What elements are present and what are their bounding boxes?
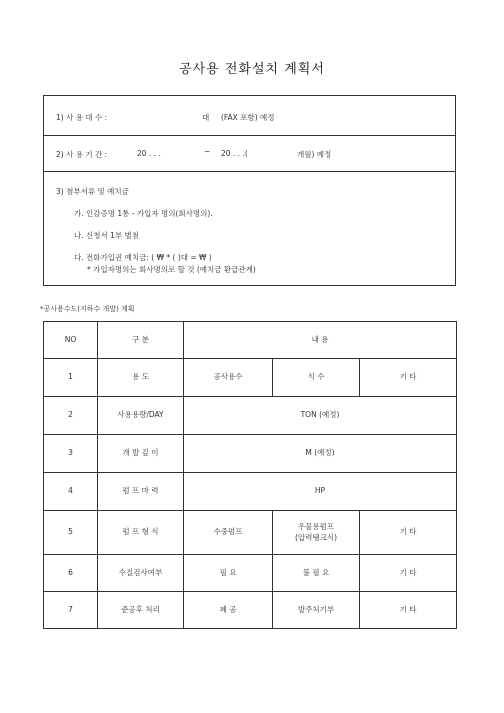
usage-count-note: (FAX 포함) 예정 xyxy=(221,113,275,122)
row-cell-two-line xyxy=(273,511,360,555)
deposit-note: * 가입자명의는 회사명의로 할 것 (예치금 환급관계) xyxy=(87,265,256,274)
usage-period-months: 개월) 예정 xyxy=(297,150,332,159)
usage-period-tilde: ~ xyxy=(204,147,211,156)
row-cell: 불 필 요 xyxy=(273,555,360,592)
row-label: 준공후 처리 xyxy=(98,592,184,629)
row-no: 5 xyxy=(44,511,98,555)
table-row xyxy=(44,359,457,397)
row-cell: 기 타 xyxy=(360,359,457,397)
row-no: 2 xyxy=(44,397,98,435)
row-label: 수질검사여부 xyxy=(98,555,184,592)
attachments-heading: 3) 첨부서류 및 예치금 xyxy=(56,187,129,196)
row-label: 펌 프 형 식 xyxy=(98,511,184,555)
table-row xyxy=(44,473,457,511)
row-label: 용 도 xyxy=(98,359,184,397)
row-cell: 식 수 xyxy=(273,359,360,397)
water-plan-table xyxy=(43,321,457,629)
table-row xyxy=(44,555,457,592)
row-cell: 기 타 xyxy=(360,511,457,555)
pump-type-main: 우물용펌프 xyxy=(297,522,335,532)
deposit-item-da: 다. 전화가입권 예치금: ( ₩ * ( )대 = ₩ ) xyxy=(74,253,212,262)
row-cell: 기 타 xyxy=(360,555,457,592)
row-label: 개 발 깊 이 xyxy=(98,435,184,473)
row-span-cell: M (예정) xyxy=(184,435,457,473)
row-cell: 필 요 xyxy=(184,555,273,592)
header-no: NO xyxy=(44,322,98,359)
usage-period-label: 2) 사 용 기 간 : xyxy=(56,150,108,159)
usage-period-from: 20 . . . xyxy=(137,149,161,158)
table-row xyxy=(44,397,457,435)
header-category: 구 분 xyxy=(98,322,184,359)
header-content: 내 용 xyxy=(184,322,457,359)
usage-count-unit: 대 xyxy=(202,113,210,122)
row-no: 4 xyxy=(44,473,98,511)
row-span-cell: HP xyxy=(184,473,457,511)
table-row xyxy=(44,435,457,473)
row-no: 6 xyxy=(44,555,98,592)
row-label: 펌 프 마 력 xyxy=(98,473,184,511)
divider xyxy=(44,171,455,172)
row-no: 1 xyxy=(44,359,98,397)
attachment-item-na: 나. 신청서 1부 별첨 xyxy=(74,231,140,240)
row-cell: 공사용수 xyxy=(184,359,273,397)
usage-count-label: 1) 사 용 대 수 : xyxy=(56,113,108,122)
row-no: 7 xyxy=(44,592,98,629)
row-label: 사용용량/DAY xyxy=(98,397,184,435)
row-no: 3 xyxy=(44,435,98,473)
divider xyxy=(44,135,455,136)
table-row xyxy=(44,592,457,629)
row-cell: 수중펌프 xyxy=(184,511,273,555)
water-plan-heading: *공사용수도(지하수 개발) 계획 xyxy=(40,305,135,313)
usage-period-to: 20 . . .( xyxy=(221,149,248,158)
row-cell: 발주처기부 xyxy=(273,592,360,629)
table-header-row xyxy=(44,322,457,359)
phone-plan-box xyxy=(43,95,456,286)
document-title: 공사용 전화설치 계획서 xyxy=(179,62,325,77)
row-cell: 기 타 xyxy=(360,592,457,629)
table-row xyxy=(44,511,457,555)
attachment-item-ga: 가. 인감증명 1통 - 가입자 명의(회사명의). xyxy=(74,209,213,218)
row-span-cell: TON (예정) xyxy=(184,397,457,435)
pump-type-sub: (압력탱크식) xyxy=(294,532,338,542)
row-cell: 폐 공 xyxy=(184,592,273,629)
